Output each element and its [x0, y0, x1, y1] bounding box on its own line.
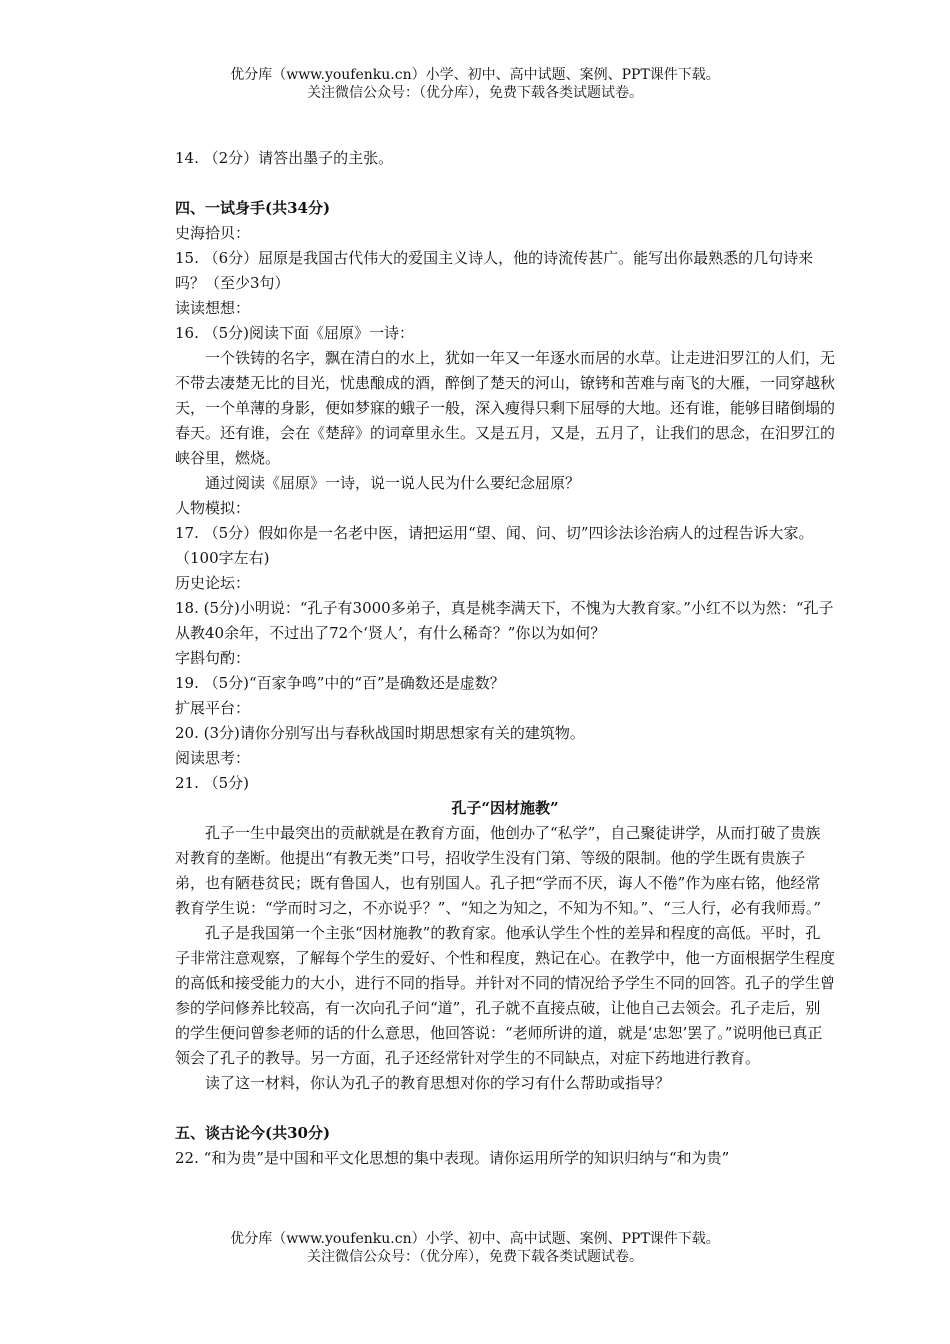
footer-line-2: 关注微信公众号：（优分库），免费下载各类试题试卷。 [307, 1249, 643, 1265]
question-14: 14. （2分）请答出墨子的主张。 [175, 149, 394, 167]
header-line-1: 优分库（www.youfenku.cn）小学、初中、高中试题、案例、PPT课件下载。 [230, 67, 720, 83]
footer-line-1: 优分库（www.youfenku.cn）小学、初中、高中试题、案例、PPT课件下载。 [230, 1231, 720, 1247]
document-body [175, 146, 835, 1171]
header-line-2: 关注微信公众号：（优分库），免费下载各类试题试卷。 [307, 85, 643, 101]
question-21-prompt: 读了这一材料，你认为孔子的教育思想对你的学习有什么帮助或指导？ [205, 1074, 671, 1092]
subheading-shihai: 史海拾贝： [175, 224, 251, 242]
section-4-title: 四、一试身手(共34分) [175, 199, 331, 217]
article-paragraph-1: 孔子一生中最突出的贡献就是在教育方面，他创办了“私学”，自己聚徒讲学，从而打破了贵族对教育的垄断。他提出“有教无类”口号，招收学生没有门第、等级的限制。他的学生既有贵族子弟，也有陋巷贫民；既有鲁国人，也有别国人。孔子把“学而不厌，诲人不倦”作为座右铭，他经常教育学生说：“学而时习之，不亦说乎？”、“知之为知之，不知为不知。”、“三人行，必有我师焉。” [175, 824, 822, 917]
question-20: 20. (3分)请你分别写出与春秋战国时期思想家有关的建筑物。 [175, 724, 585, 742]
poem-quyuan: 一个铁铸的名字，飘在清白的水上，犹如一年又一年逐水而居的水草。让走进汨罗江的人们，无不带去凄楚无比的目光，忧患酿成的酒，醉倒了楚天的河山，镣铐和苦难与南飞的大雁，一同穿越秋天，一个单薄的身影，便如梦寐的蛾子一般，深入瘦得只剩下屈辱的大地。还有谁，能够目睹倒塌的春天。还有谁，会在《楚辞》的词章里永生。又是五月，又是，五月了，让我们的思念，在汨罗江的峡谷里，燃烧。 [175, 349, 836, 467]
question-21: 21. （5分) [175, 774, 250, 792]
subheading-kuozhan: 扩展平台： [175, 699, 251, 717]
subheading-lishi: 历史论坛： [175, 574, 251, 592]
article-title: 孔子“因材施教” [451, 799, 559, 817]
question-19: 19. （5分)“百家争鸣”中的“百”是确数还是虚数？ [175, 674, 505, 692]
subheading-dudu: 读读想想： [175, 299, 251, 317]
question-16-prompt: 通过阅读《屈原》一诗，说一说人民为什么要纪念屈原？ [205, 474, 581, 492]
article-paragraph-2: 孔子是我国第一个主张“因材施教”的教育家。他承认学生个性的差异和程度的高低。平时，孔子非常注意观察，了解每个学生的爱好、个性和程度，熟记在心。在教学中，他一方面根据学生程度的高低和接受能力的大小，进行不同的指导。并针对不同的情况给予学生不同的回答。孔子的学生曾参的学问修养比较高，有一次向孔子问“道”，孔子就不直接点破，让他自己去领会。孔子走后，别的学生便问曾参老师的话的什么意思，他回答说：“老师所讲的道，就是‘忠恕’罢了。”说明他已真正领会了孔子的教导。另一方面，孔子还经常针对学生的不同缺点，对症下药地进行教育。 [175, 924, 836, 1067]
page-footer [0, 1230, 950, 1266]
question-16: 16. （5分)阅读下面《屈原》一诗： [175, 324, 415, 342]
question-22: 22. “和为贵”是中国和平文化思想的集中表现。请你运用所学的知识归纳与“和为贵” [175, 1149, 730, 1167]
section-5-title: 五、谈古论今(共30分) [175, 1124, 331, 1142]
question-18: 18. (5分)小明说：“孔子有3000多弟子，真是桃李满天下，不愧为大教育家。”小红不以为然：“孔子从教40余年，不过出了72个‘贤人’，有什么稀奇？”你以为如何？ [175, 599, 834, 642]
question-17: 17. （5分）假如你是一名老中医，请把运用“望、闻、问、切”四诊法诊治病人的过程告诉大家。（100字左右) [175, 524, 814, 567]
subheading-yuedu: 阅读思考： [175, 749, 251, 767]
page-header [0, 66, 950, 102]
subheading-renwu: 人物模拟： [175, 499, 251, 517]
subheading-zizhen: 字斟句酌： [175, 649, 251, 667]
question-15: 15. （6分）屈原是我国古代伟大的爱国主义诗人，他的诗流传甚广。能写出你最熟悉的几句诗来吗？（至少3句） [175, 249, 814, 292]
